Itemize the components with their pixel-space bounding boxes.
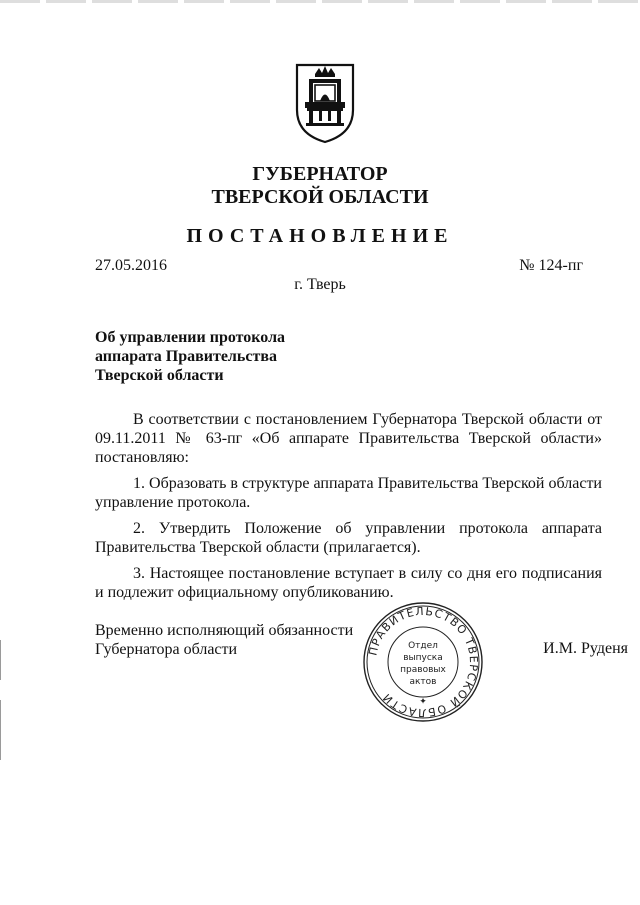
document-date: 27.05.2016 [95,257,167,274]
scan-edge-line [0,700,1,760]
subject-line: Тверской области [95,367,224,384]
document-city: г. Тверь [294,276,346,293]
clause-3: 3. Настоящее постановление вступает в силу со дня его подписания и подлежит официальному опубликованию. [95,565,602,601]
stamp-center-line: актов [409,677,437,687]
document-type: ПОСТАНОВЛЕНИЕ [186,225,454,247]
issuer-title: ГУБЕРНАТОР [252,163,388,185]
stamp-center-line: Отдел [408,641,438,651]
signatory-position [95,621,353,659]
preamble-paragraph: В соответствии с постановлением Губернатора Тверской области от 09.11.2011 № 63-пг «Об аппарате Правительства Тверской области» постановляю: [95,411,602,466]
scan-edge-line [0,640,1,680]
coat-of-arms-emblem [293,62,357,144]
subject-line: Об управлении протокола [95,329,286,346]
stamp-ring-text: ПРАВИТЕЛЬСТВО ТВЕРСКОЙ ОБЛАСТИ [366,604,481,720]
svg-text:✦: ✦ [419,697,427,707]
position-line: Временно исполняющий обязанности [95,622,354,639]
official-stamp [361,600,485,724]
issuer-region: ТВЕРСКОЙ ОБЛАСТИ [211,186,429,208]
document-subject [95,328,285,385]
signatory-name: И.М. Руденя [543,640,628,657]
stamp-center-line: выпуска [403,653,443,663]
document-body [95,410,602,609]
scan-artifact-top [0,0,640,3]
subject-line: аппарата Правительства [95,348,277,365]
document-number: № 124-пг [519,257,583,274]
clause-1: 1. Образовать в структуре аппарата Правительства Тверской области управление протокола. [95,475,602,511]
position-line: Губернатора области [95,641,238,658]
clause-2: 2. Утвердить Положение об управлении протокола аппарата Правительства Тверской области (прилагается). [95,520,602,556]
stamp-center-line: правовых [400,665,446,675]
